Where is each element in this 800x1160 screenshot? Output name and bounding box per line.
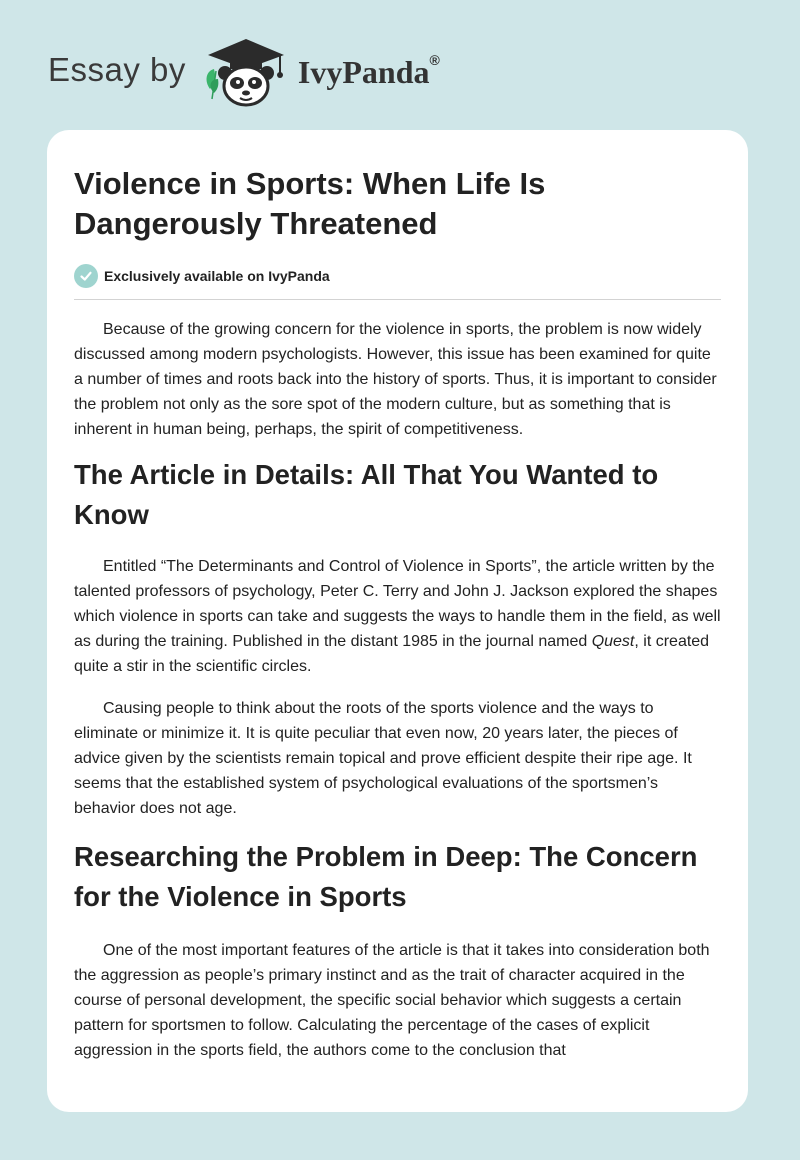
panda-graduation-cap-icon[interactable]: [200, 37, 292, 109]
journal-name: Quest: [591, 633, 635, 650]
paragraph-researching: One of the most important features of the article is that it takes into consideration both the aggression as people’s primary instinct and as the trait of character acquired in the course of personal development, the specific social behavior which suggests a certain pattern for sportsmen to follow. Calculating the percentage of the cases of explicit aggression in the sports field, the authors come to the conclusion that: [74, 942, 710, 1059]
section-heading-researching: Researching the Problem in Deep: The Concern for the Violence in Sports: [74, 841, 698, 912]
leaf-icon: [206, 69, 218, 99]
paragraph-roots: Causing people to think about the roots of the sports violence and the ways to eliminate or minimize it. It is quite peculiar that even now, 20 years later, the pieces of advice given by the scientists remain topical and prove efficient despite their ripe age. It seems that the established system of psychological evaluations of the sportsmen’s behavior does not age.: [74, 700, 692, 817]
brand-name[interactable]: IvyPanda®: [297, 51, 440, 90]
paragraph-article-details: Entitled “The Determinants and Control of Violence in Sports”, the article written by the talented professors of psychology, Peter C. Terry and John J. Jackson explored the shapes which violence in sports can take and suggests the ways to handle them in the field, as well as during the training. Published in the distant 1985 in the journal named Quest, it created quite a stir in the scientific circles.: [74, 558, 721, 675]
exclusive-badge: [74, 264, 721, 300]
essay-by-label: Essay by: [48, 51, 186, 88]
registered-mark: ®: [429, 51, 440, 68]
paragraph-intro: Because of the growing concern for the violence in sports, the problem is now widely discussed among modern psychologists. However, this issue has been examined for quite a number of times and roots back into the history of sports. Thus, it is important to consider the problem not only as the sore spot of the modern culture, but as something that is inherent in human being, perhaps, the spirit of competitiveness.: [74, 321, 717, 438]
site-header: [48, 38, 440, 108]
check-icon: [74, 264, 98, 288]
essay-card: [47, 130, 748, 1112]
section-heading-article-details: The Article in Details: All That You Wanted to Know: [74, 459, 659, 530]
page-title: Violence in Sports: When Life Is Dangerously Threatened: [74, 166, 546, 241]
exclusive-label: Exclusively available on IvyPanda: [104, 268, 330, 284]
